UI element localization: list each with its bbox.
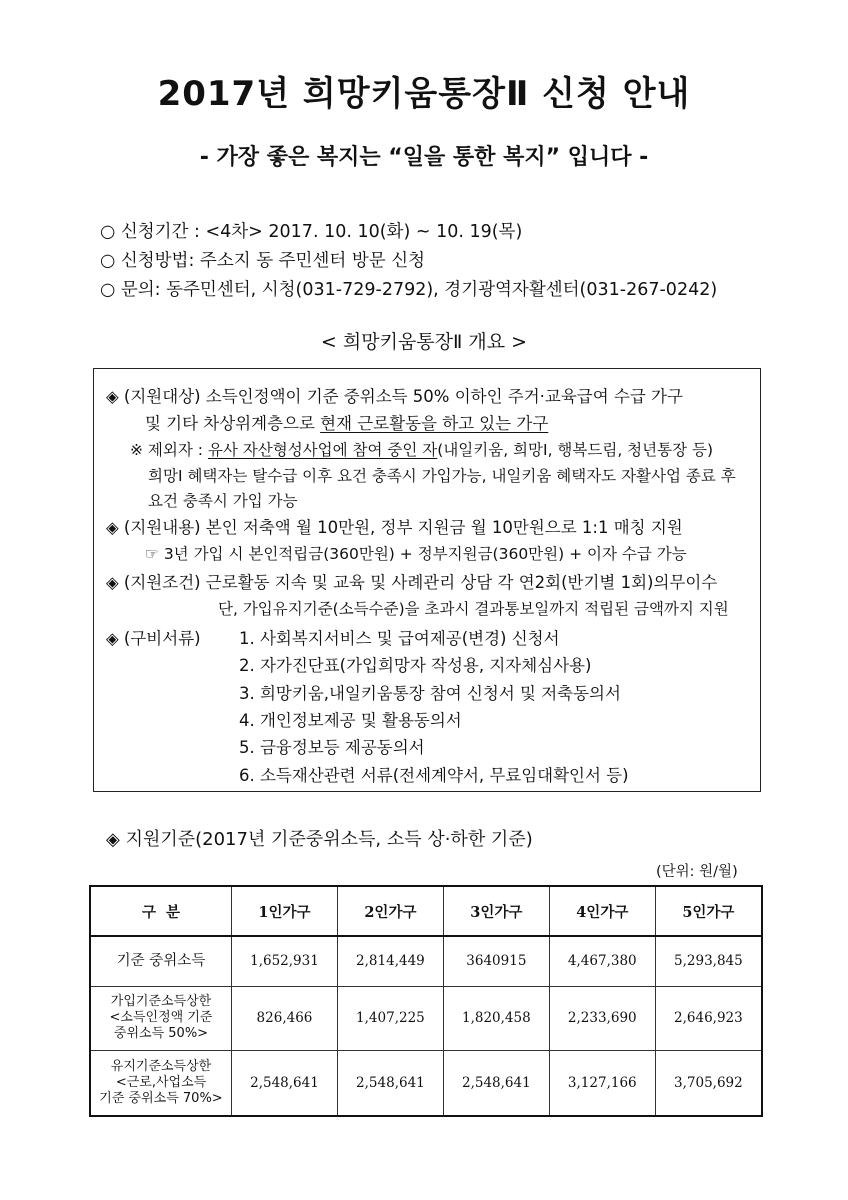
- row-label: [90, 1050, 232, 1116]
- exclusion-line: [130, 438, 713, 460]
- table-cell: 2,548,641: [337, 1050, 443, 1116]
- table-row: [90, 1050, 762, 1116]
- table-cell: 5,293,845: [655, 936, 762, 986]
- exclusion-label: ※ 제외자 :: [130, 441, 208, 459]
- table-cell: 2,814,449: [337, 936, 443, 986]
- income-criteria-table: [89, 885, 763, 1117]
- table-header: 2인가구: [337, 886, 443, 936]
- table-cell: 1,652,931: [232, 936, 338, 986]
- exclusion-note-line-2: 요건 충족시 가입 가능: [148, 492, 298, 510]
- table-header: 5인가구: [655, 886, 762, 936]
- support-condition-line-2: 단, 가입유지기준(소득수준)을 초과시 결과통보일까지 적립된 금액까지 지원: [218, 600, 729, 618]
- document-item: 1. 사회복지서비스 및 급여제공(변경) 신청서: [239, 629, 560, 648]
- table-cell: 1,407,225: [337, 986, 443, 1050]
- table-cell: 3,705,692: [655, 1050, 762, 1116]
- unit-label: (단위: 원/월): [656, 864, 738, 880]
- document-item: 3. 희망키움,내일키움통장 참여 신청서 및 저축동의서: [239, 684, 621, 703]
- overview-heading: < 희망키움통장Ⅱ 개요 >: [320, 331, 528, 353]
- document-item: 6. 소득재산관련 서류(전세계약서, 무료임대확인서 등): [239, 766, 629, 785]
- table-cell: 4,467,380: [549, 936, 655, 986]
- table-row: [90, 986, 762, 1050]
- table-row: [90, 936, 762, 986]
- document-item: 5. 금융정보등 제공동의서: [239, 738, 425, 757]
- row-label-line: 유지기준소득상한: [110, 1058, 212, 1074]
- documents-label: ◈ (구비서류): [106, 629, 201, 648]
- document-item: 2. 자가진단표(가입희망자 작성용, 지자체심사용): [239, 656, 592, 675]
- application-period: ○ 신청기간 : <4차> 2017. 10. 10(화) ~ 10. 19(목): [100, 222, 523, 242]
- table-header: 3인가구: [443, 886, 549, 936]
- support-content-benefit: ☞ 3년 가입 시 본인적립금(360만원) + 정부지원금(360만원) + 이자 수급 가능: [145, 545, 687, 563]
- page-title: 2017년 희망키움통장Ⅱ 신청 안내: [157, 74, 691, 114]
- table-cell: 826,466: [232, 986, 338, 1050]
- row-label: [90, 986, 232, 1050]
- table-cell: 2,548,641: [232, 1050, 338, 1116]
- inquiry-contacts: ○ 문의: 동주민센터, 시청(031-729-2792), 경기광역자활센터(031-267-0242): [100, 280, 718, 300]
- document-item: 4. 개인정보제공 및 활용동의서: [239, 711, 462, 730]
- row-label-line: <근로,사업소득: [115, 1074, 207, 1090]
- table-header-row: [90, 886, 762, 936]
- table-cell: 1,820,458: [443, 986, 549, 1050]
- support-condition-line: ◈ (지원조건) 근로활동 지속 및 교육 및 사례관리 상담 각 연2회(반기별 1회)의무이수: [106, 573, 718, 592]
- exclusion-emphasis: 유사 자산형성사업에 참여 중인 자: [207, 441, 438, 459]
- support-content-line: ◈ (지원내용) 본인 저축액 월 10만원, 정부 지원금 월 10만원으로 1:1 매칭 지원: [106, 518, 683, 537]
- application-method: ○ 신청방법: 주소지 동 주민센터 방문 신청: [100, 251, 426, 271]
- row-label-line: 중위소득 50%>: [113, 1026, 209, 1041]
- exclusion-note-line: 희망Ⅰ 혜택자는 탈수급 이후 요건 충족시 가입가능, 내일키움 혜택자도 자활사업 종료 후: [148, 467, 736, 485]
- table-cell: 2,233,690: [549, 986, 655, 1050]
- table-header: 4인가구: [549, 886, 655, 936]
- table-header: 1인가구: [232, 886, 338, 936]
- criteria-heading: ◈ 지원기준(2017년 기준중위소득, 소득 상·하한 기준): [106, 829, 533, 850]
- row-label-line: 가입기준소득상한: [110, 994, 212, 1009]
- row-label: 기준 중위소득: [90, 936, 232, 986]
- table-cell: 2,548,641: [443, 1050, 549, 1116]
- row-label-line: <소득인정액 기준: [109, 1010, 213, 1025]
- table-cell: 2,646,923: [655, 986, 762, 1050]
- support-target-line-2: [145, 410, 548, 434]
- row-label-line: 기준 중위소득 70%>: [99, 1090, 223, 1106]
- support-target-text: 및 기타 차상위계층으로: [145, 414, 321, 433]
- support-target-line: ◈ (지원대상) 소득인정액이 기준 중위소득 50% 이하인 주거·교육급여 수급 가구: [106, 387, 683, 406]
- table-header: 구 분: [90, 886, 232, 936]
- table-cell: 3,127,166: [549, 1050, 655, 1116]
- table-cell: 3640915: [443, 936, 549, 986]
- exclusion-examples: (내일키움, 희망Ⅰ, 행복드림, 청년통장 등): [437, 441, 714, 459]
- support-target-emphasis: 현재 근로활동을 하고 있는 가구: [320, 414, 549, 433]
- page-subtitle: - 가장 좋은 복지는 “일을 통한 복지” 입니다 -: [199, 145, 649, 170]
